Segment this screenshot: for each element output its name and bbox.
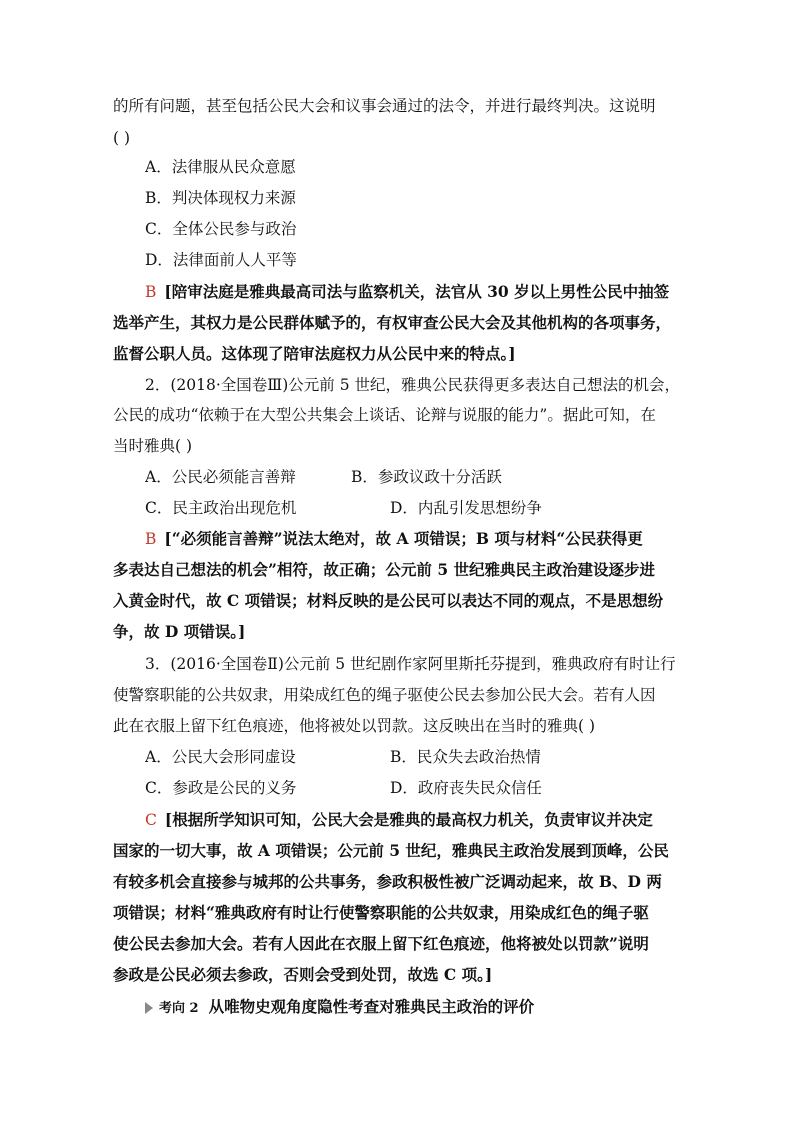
q2-option-b: B．参政议政十分活跃 — [351, 468, 502, 486]
q3-explanation-line — [145, 810, 690, 830]
q2-stem-line: 2．(2018·全国卷Ⅲ)公元前 5 世纪，雅典公民获得更多表达自己想法的机会， — [145, 376, 680, 394]
q1-explanation-text: [陪审法庭是雅典最高司法与监察机关，法官从 30 岁以上男性公民中抽签 — [164, 282, 670, 301]
q1-explanation-line: 选举产生，其权力是公民群体赋予的，有权审查公民大会及其他机构的各项事务， — [113, 313, 672, 332]
q2-option-a: A．公民必须能言善辩 — [145, 468, 296, 486]
q3-explanation-line: 使公民去参加大会。若有人因此在衣服上留下红色痕迹，他将被处以罚款”说明 — [113, 934, 649, 953]
q3-option-d: D．政府丧失民众信任 — [390, 779, 542, 797]
q1-option-a: A．法律服从民众意愿 — [145, 158, 296, 176]
q3-option-b: B．民众失去政治热情 — [390, 748, 541, 766]
section-heading — [145, 996, 705, 1018]
q1-option-b: B．判决体现权力来源 — [145, 189, 296, 207]
q3-options-row — [145, 778, 690, 798]
q2-option-c: C．民主政治出现危机 — [145, 499, 297, 517]
q1-explanation-line — [145, 282, 690, 302]
intro-line: 的所有问题，甚至包括公民大会和议事会通过的法令，并进行最终判决。这说明 — [113, 97, 656, 115]
q3-option-a: A．公民大会形同虚设 — [145, 748, 296, 766]
q3-options-row — [145, 747, 690, 767]
q3-stem-line: 3．(2016·全国卷Ⅱ)公元前 5 世纪剧作家阿里斯托芬提到，雅典政府有时让行 — [145, 655, 676, 673]
q2-explanation-line: 争，故 D 项错误。] — [113, 622, 246, 641]
q3-stem-line: 此在衣服上留下红色痕迹，他将被处以罚款。这反映出在当时的雅典( ) — [113, 717, 596, 735]
q1-option-d: D．法律面前人人平等 — [145, 251, 297, 269]
q3-option-c: C．参政是公民的义务 — [145, 779, 297, 797]
q2-explanation-line — [145, 529, 690, 549]
section-title: 从唯物史观角度隐性考查对雅典民主政治的评价 — [208, 997, 535, 1016]
q2-explanation-line: 多表达自己想法的机会”相符，故正确；公元前 5 世纪雅典民主政治建设逐步进 — [113, 560, 655, 579]
q2-options-row — [145, 498, 690, 518]
section-tag: 考向 2 — [159, 1001, 199, 1016]
q2-answer-key: B — [145, 530, 157, 548]
q3-explanation-line: 国家的一切大事，故 A 项错误；公元前 5 世纪，雅典民主政治发展到顶峰，公民 — [113, 841, 669, 860]
q2-explanation-line: 入黄金时代，故 C 项错误；材料反映的是公民可以表达不同的观点，不是思想纷 — [113, 591, 664, 610]
q3-explanation-line: 项错误；材料“雅典政府有时让行使警察职能的公共奴隶，用染成红色的绳子驱 — [113, 903, 649, 922]
q1-answer-key: B — [145, 283, 157, 301]
q2-options-row — [145, 467, 690, 487]
q1-explanation-line: 监督公职人员。这体现了陪审法庭权力从公民中来的特点。] — [113, 344, 516, 363]
q2-stem-line: 当时雅典( ) — [113, 437, 193, 455]
q3-explanation-text: [根据所学知识可知，公民大会是雅典的最高权力机关，负责审议并决定 — [164, 810, 653, 829]
triangle-arrow-icon — [145, 1002, 153, 1014]
q3-explanation-line: 参政是公民必须去参政，否则会受到处罚，故选 C 项。] — [113, 965, 493, 984]
q2-option-d: D．内乱引发思想纷争 — [390, 499, 542, 517]
q3-explanation-line: 有较多机会直接参与城邦的公共事务，参政积极性被广泛调动起来，故 B、D 两 — [113, 872, 662, 891]
q2-explanation-text: [“必须能言善辩”说法太绝对，故 A 项错误；B 项与材料“公民获得更 — [164, 529, 643, 548]
q1-option-c: C．全体公民参与政治 — [145, 220, 297, 238]
q2-stem-line: 公民的成功“依赖于在大型公共集会上谈话、论辩与说服的能力”。据此可知，在 — [113, 406, 656, 424]
q3-stem-line: 使警察职能的公共奴隶，用染成红色的绳子驱使公民去参加公民大会。若有人因 — [113, 686, 656, 704]
q3-answer-key: C — [145, 811, 157, 829]
answer-bracket: ( ) — [113, 129, 131, 147]
